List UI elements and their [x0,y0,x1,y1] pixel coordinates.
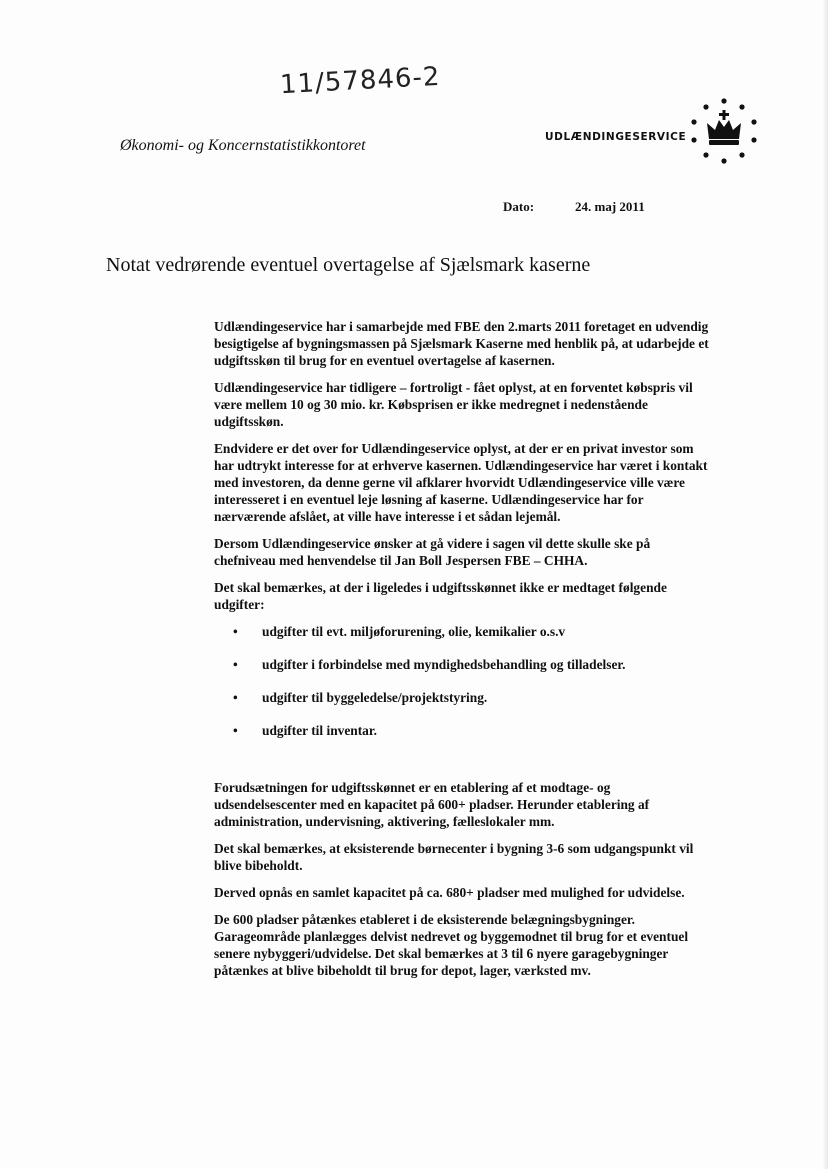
crown-dots-logo-icon [688,95,760,167]
list-item: • udgifter til inventar. [262,722,714,739]
paragraph: Dersom Udlændingeservice ønsker at gå videre i sagen vil dette skulle ske på chefniveau med henvendelse til Jan Boll Jespersen FBE – CHHA. [214,536,651,568]
excluded-costs-list [214,623,714,739]
list-item: • udgifter til byggeledelse/projektstyring. [262,689,714,706]
date-label: Dato: [503,199,535,214]
paragraph: Udlændingeservice har tidligere – fortroligt - fået oplyst, at en forventet købspris vil være mellem 10 og 30 mio. kr. Købsprisen er ikke medregnet i nedenstående udgiftsskøn. [214,380,693,429]
list-item: • udgifter til evt. miljøforurening, olie, kemikalier o.s.v [262,623,714,640]
paragraph: Det skal bemærkes, at eksisterende børnecenter i bygning 3-6 som udgangspunkt vil blive bibeholdt. [214,841,694,873]
brand-name: UDLÆNDINGESERVICE [545,131,687,143]
date-value: 24. maj 2011 [575,199,645,214]
paragraph: De 600 pladser påtænkes etableret i de eksisterende belægningsbygninger. Garageområde planlægges delvist nedrevet og byggemodnet til brug for et eventuel senere nybyggeri/udvidelse. Det skal bemærkes at 3 til 6 nyere garagebygninger påtænkes at blive bibeholdt til brug for depot, lager, værksted mv. [214,912,689,978]
office-name: Økonomi- og Koncernstatistikkontoret [120,137,366,154]
spacer [214,755,714,779]
paragraph: Derved opnås en samlet kapacitet på ca. 680+ pladser med mulighed for udvidelse. [214,885,685,900]
paragraph: Det skal bemærkes, at der i ligeledes i udgiftsskønnet ikke er medtaget følgende udgifter: [214,580,667,612]
document-body [214,318,714,989]
list-item: • udgifter i forbindelse med myndighedsbehandling og tilladelser. [262,656,714,673]
document-title: Notat vedrørende eventuel overtagelse af Sjælsmark kaserne [106,254,591,276]
handwritten-reference: 11/57846-2 [279,61,442,101]
paragraph: Udlændingeservice har i samarbejde med FBE den 2.marts 2011 foretaget en udvendig besigtigelse af bygningsmassen på Sjælsmark Kaserne med henblik på, at udarbejde et udgiftsskøn til brug for en eventuel overtagelse af kasernen. [214,319,709,368]
paragraph: Endvidere er det over for Udlændingeservice oplyst, at der er en privat investor som har udtrykt interesse for at erhverve kasernen. Udlændingeservice har været i kontakt med investoren, da denne gerne vil afklarer hvorvidt Udlændingeservice ville være interesseret i en eventuel leje løsning af kaserne. Udlændingeservice har for nærværende afslået, at ville have interesse i et sådan lejemål. [214,441,708,524]
scan-edge-shadow [822,0,828,1169]
paragraph: Forudsætningen for udgiftsskønnet er en etablering af et modtage- og udsendelsescenter med en kapacitet på 600+ pladser. Herunder etablering af administration, undervisning, aktivering, fælleslokaler mm. [214,780,650,829]
